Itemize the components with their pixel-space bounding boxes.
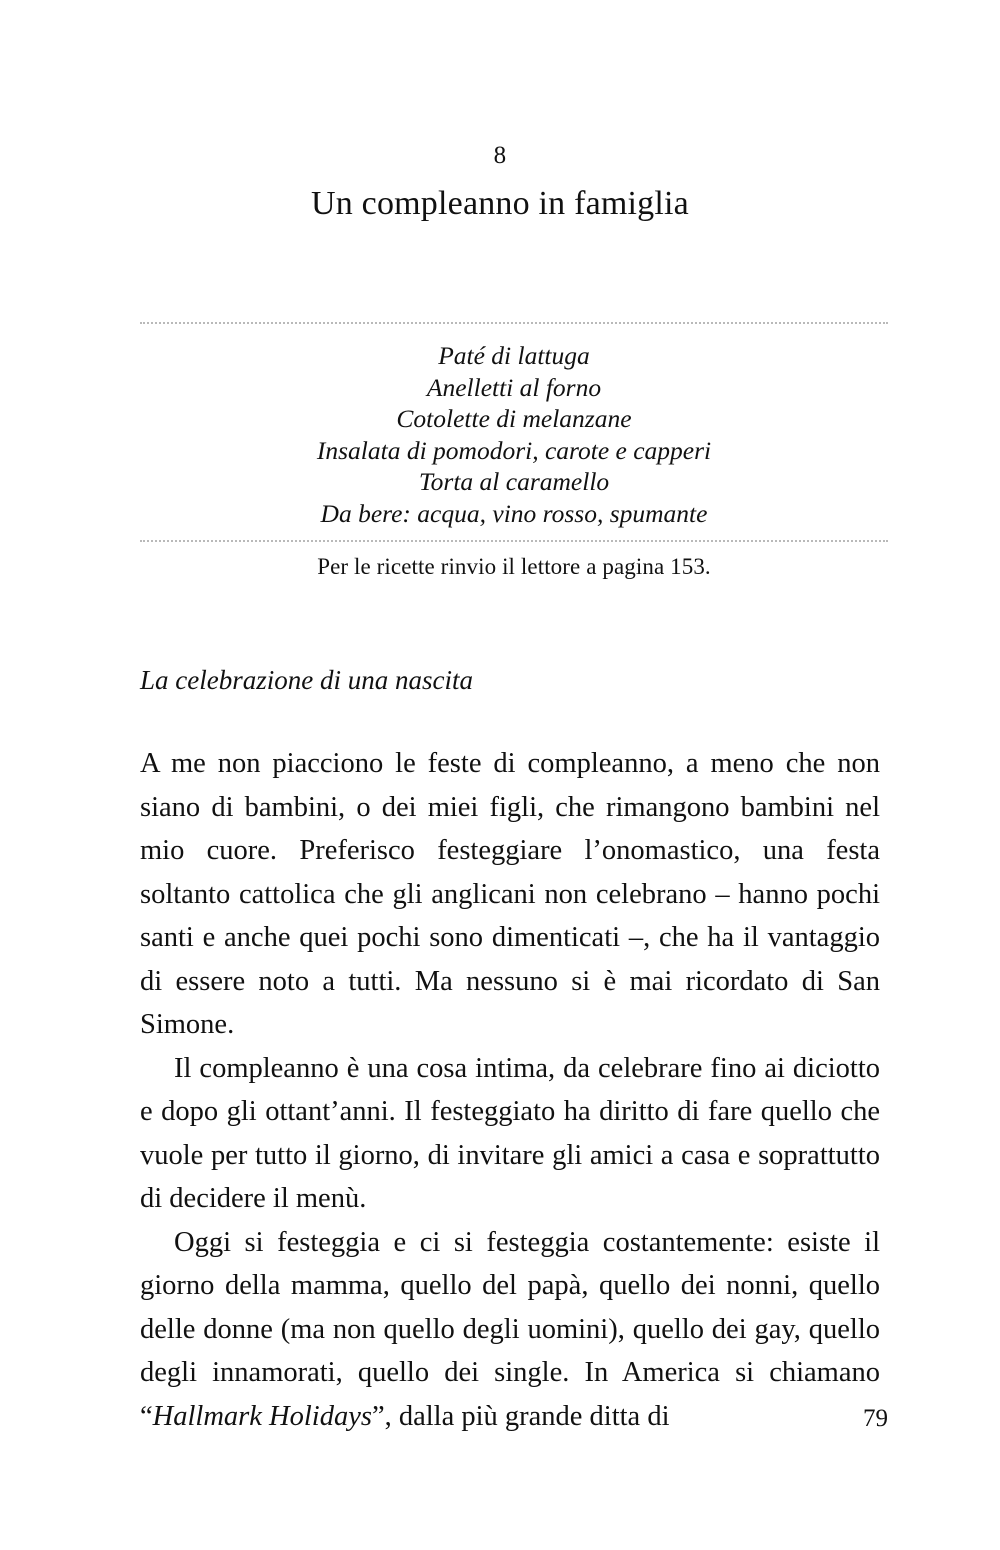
paragraph: Il compleanno è una cosa intima, da celebrare fino ai diciotto e dopo gli ottant’anni. Il festeggiato ha diritto di fare quello che vuole per tutto il giorno, di invitare gli amici a casa e soprattutto di decidere il menù. (140, 1052, 880, 1214)
menu-note: Per le ricette rinvio il lettore a pagina 153. (317, 553, 711, 579)
page-number: 79 (863, 1405, 888, 1432)
menu-item: Cotolette di melanzane (396, 404, 632, 434)
menu-item: Insalata di pomodori, carote e capperi (316, 435, 712, 465)
body-text (140, 742, 880, 1438)
menu-item: Paté di lattuga (438, 341, 590, 370)
paragraph-text-after: ”, dalla più grande ditta di (371, 1400, 670, 1432)
section-heading: La celebrazione di una nascita (140, 665, 473, 695)
paragraph-text-before: Oggi si festeggia e ci si festeggia costantemente: esiste il giorno della mamma, quello del papà, quello dei nonni, quello delle donne (ma non quello degli uomini), quello dei gay, quello degli innamorati, quello dei single. In America si chiamano “ (140, 1226, 880, 1432)
paragraph-with-italic (140, 1221, 880, 1439)
chapter-number: 8 (493, 142, 507, 169)
paragraph: A me non piacciono le feste di compleanno, a meno che non siano di bambini, o dei miei figli, che rimangono bambini nel mio cuore. Preferisco festeggiare l’onomastico, una festa soltanto cattolica che gli anglicani non celebrano – hanno pochi santi e anche quei pochi sono dimenticati –, che ha il vantaggio di essere noto a tutti. Ma nessuno si è mai ricordato di San Simone. (140, 748, 880, 1040)
menu-item: Anelletti al forno (426, 372, 602, 402)
menu-item: Da bere: acqua, vino rosso, spumante (320, 498, 708, 528)
menu-block (140, 322, 888, 580)
emphasis-hallmark-holidays: Hallmark Holidays (152, 1400, 372, 1432)
menu-items-list (140, 324, 888, 540)
menu-item: Torta al caramello (418, 467, 610, 497)
chapter-title: Un compleanno in famiglia (311, 185, 689, 222)
